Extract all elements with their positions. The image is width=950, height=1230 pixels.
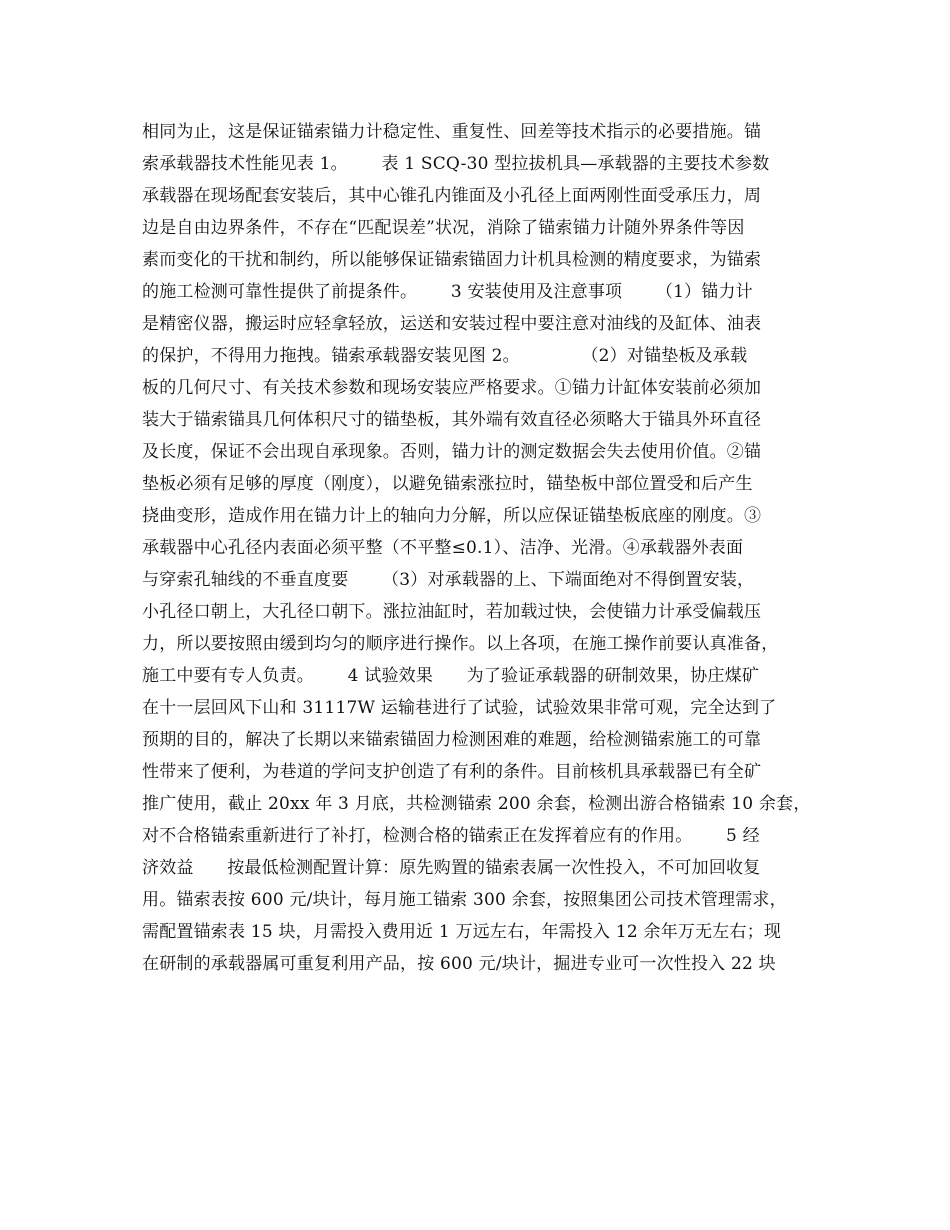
text-line: 是精密仪器，搬运时应轻拿轻放，运送和安装过程中要注意对油线的及缸体、油表 <box>142 314 762 334</box>
text-line: 小孔径口朝上，大孔径口朝下。涨拉油缸时，若加载过快，会使锚力计承受偏载压 <box>142 602 762 622</box>
text-line: 性带来了便利，为巷道的学问支护创造了有利的条件。目前核机具承载器已有全矿 <box>142 762 762 782</box>
text-line: 力，所以要按照由缓到均匀的顺序进行操作。以上各项，在施工操作前要认真准备， <box>142 634 779 654</box>
text-line: 垫板必须有足够的厚度（刚度），以避免锚索涨拉时，锚垫板中部位置受和后产生 <box>142 474 753 494</box>
text-line: 板的几何尺寸、有关技术参数和现场安装应严格要求。①锚力计缸体安装前必须加 <box>142 378 762 398</box>
text-line: 承载器中心孔径内表面必须平整（不平整≤0.1）、洁净、光滑。④承载器外表面 <box>142 538 744 558</box>
body-text <box>142 116 822 980</box>
text-line: 相同为止，这是保证锚索锚力计稳定性、重复性、回差等技术指示的必要措施。锚 <box>142 122 762 142</box>
text-line: 素而变化的干扰和制约，所以能够保证锚索锚固力计机具检测的精度要求，为锚索 <box>142 250 762 270</box>
text-line: 装大于锚索锚具几何体积尺寸的锚垫板，其外端有效直径必须略大于锚具外环直径 <box>142 410 762 430</box>
text-line: 的施工检测可靠性提供了前提条件。 3 安装使用及注意事项 （1）锚力计 <box>142 282 753 302</box>
text-line: 索承载器技术性能见表 1。 表 1 SCQ-30 型拉拔机具—承载器的主要技术参数 <box>142 154 770 174</box>
text-line: 在研制的承载器属可重复利用产品，按 600 元/块计，掘进专业可一次性投入 22 块 <box>142 954 776 974</box>
text-line: 挠曲变形，造成作用在锚力计上的轴向力分解，所以应保证锚垫板底座的刚度。③ <box>142 506 762 526</box>
text-line: 需配置锚索表 15 块，月需投入费用近 1 万远左右，年需投入 12 余年万无左右；现 <box>142 922 782 942</box>
text-line: 的保护，不得用力拖拽。锚索承载器安装见图 2。 （2）对锚垫板及承载 <box>142 346 748 366</box>
text-line: 在十一层回风下山和 31117W 运输巷进行了试验，试验效果非常可观，完全达到了 <box>142 698 777 718</box>
text-line: 施工中要有专人负责。 4 试验效果 为了验证承载器的研制效果，协庄煤矿 <box>142 666 760 686</box>
text-line: 济效益 按最低检测配置计算：原先购置的锚索表属一次性投入，不可加回收复 <box>142 858 761 878</box>
text-line: 推广使用，截止 20xx 年 3 月底，共检测锚索 200 余套，检测出游合格锚索 10 余套， <box>142 794 811 814</box>
text-line: 对不合格锚索重新进行了补打，检测合格的锚索正在发挥着应有的作用。 5 经 <box>142 826 760 846</box>
text-line: 预期的目的，解决了长期以来锚索锚固力检测困难的难题，给检测锚索施工的可靠 <box>142 730 762 750</box>
text-line: 与穿索孔轴线的不垂直度要 （3）对承载器的上、下端面绝对不得倒置安装， <box>142 570 755 590</box>
text-line: 承载器在现场配套安装后，其中心锥孔内锥面及小孔径上面两刚性面受承压力，周 <box>142 186 762 206</box>
text-line: 边是自由边界条件，不存在“匹配误差”状况，消除了锚索锚力计随外界条件等因 <box>142 218 745 238</box>
text-line: 用。锚索表按 600 元/块计，每月施工锚索 300 余套，按照集团公司技术管理需求， <box>142 890 787 910</box>
text-line: 及长度，保证不会出现自承现象。否则，锚力计的测定数据会失去使用价值。②锚 <box>142 442 762 462</box>
